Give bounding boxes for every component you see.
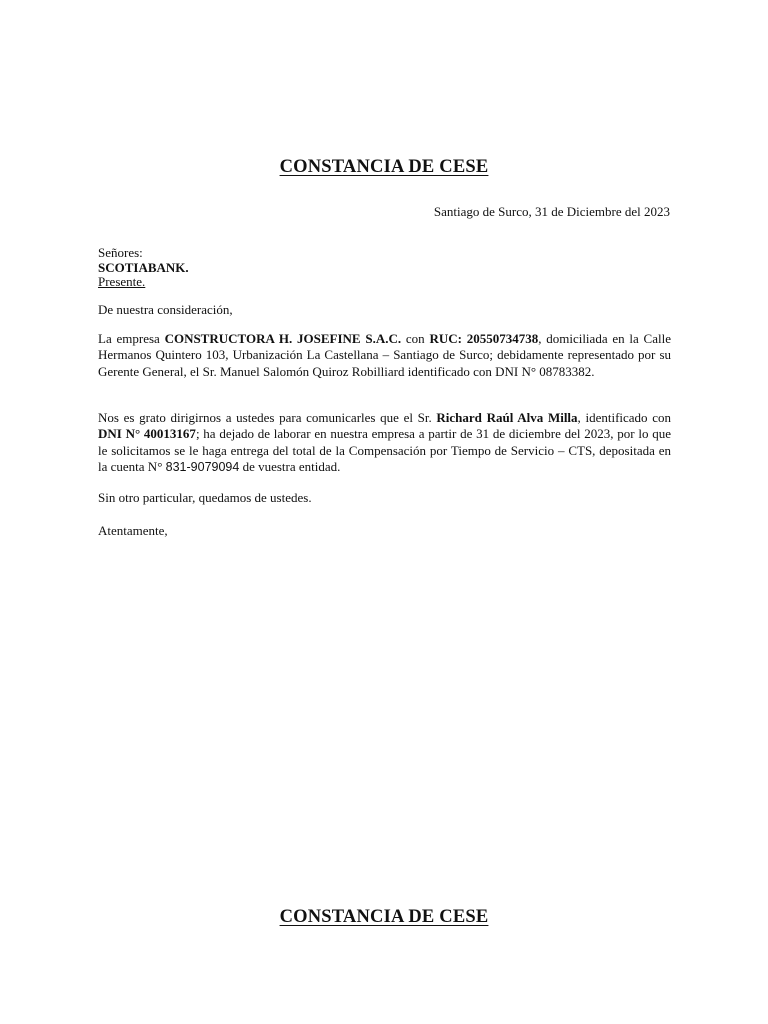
recipient-salutation: Señores:	[98, 245, 143, 260]
paragraph-employee-post: de vuestra entidad.	[239, 458, 341, 474]
paragraph-company-pre: La empresa	[98, 331, 165, 346]
employee-name: Richard Raúl Alva Milla	[436, 410, 578, 425]
paragraph-employee-pre: Nos es grato dirigirnos a ustedes para comunicarles que el Sr.	[98, 410, 437, 425]
recipient-presente: Presente.	[98, 274, 146, 289]
account-number: 831-9079094	[165, 459, 240, 474]
recipient-name: SCOTIABANK.	[98, 259, 189, 275]
paragraph-employee-mid1: , identificado con	[577, 410, 671, 425]
document-title: CONSTANCIA DE CESE	[279, 157, 489, 177]
document-title-repeat: CONSTANCIA DE CESE	[279, 907, 489, 927]
sign-off: Atentamente,	[98, 523, 168, 538]
paragraph-employee	[98, 410, 671, 475]
company-name: CONSTRUCTORA H. JOSEFINE S.A.C.	[164, 331, 402, 346]
paragraph-company-post: , domiciliada en la Calle Hermanos Quintero 103, Urbanización La Castellana – Santiago de Surco; debidamente representado por su Gerente General, el Sr. Manuel Salomón Quiroz Robilliard identificado con DNI N° 08783382.	[98, 331, 671, 379]
paragraph-employee-mid2: ; ha dejado de laborar en nuestra empresa a partir de 31 de diciembre del 2023, por lo que le solicitamos se le haga entrega del total de la Compensación por Tiempo de Servicio – CTS, depositada en la cuenta N°	[98, 426, 671, 474]
closing-line: Sin otro particular, quedamos de ustedes.	[98, 490, 312, 505]
employee-dni: DNI N° 40013167	[98, 426, 196, 442]
paragraph-company	[98, 331, 671, 380]
recipient-block	[98, 246, 189, 290]
greeting: De nuestra consideración,	[98, 302, 233, 317]
company-ruc: RUC: 20550734738	[429, 331, 539, 346]
date-line: Santiago de Surco, 31 de Diciembre del 2023	[433, 204, 670, 219]
paragraph-company-mid: con	[401, 331, 430, 346]
